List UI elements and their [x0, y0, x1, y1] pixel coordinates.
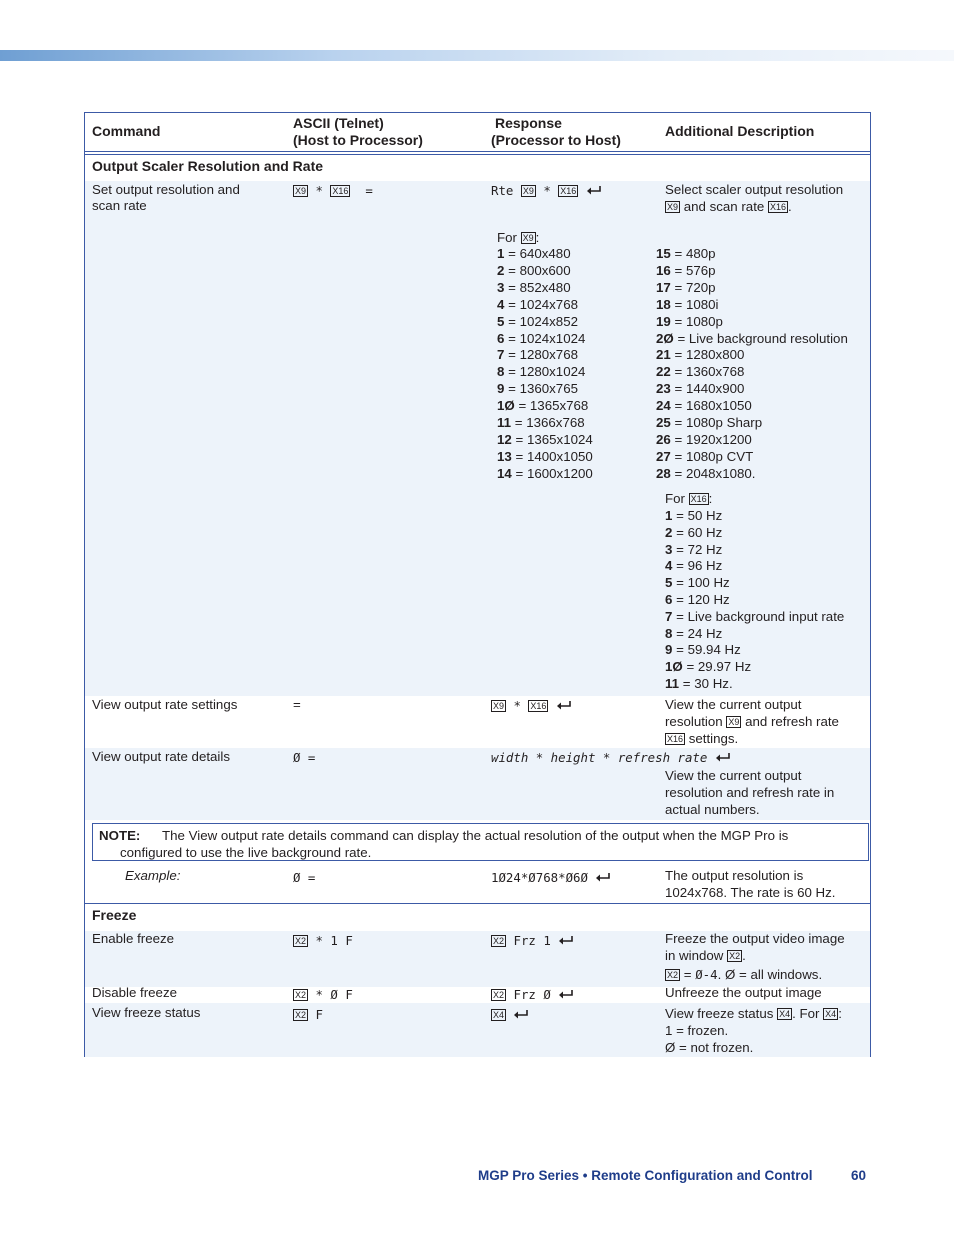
list-item	[497, 346, 578, 363]
section-title-freeze: Freeze	[92, 907, 137, 923]
enable-freeze-command: Enable freeze	[92, 931, 175, 946]
var-x16: X16	[667, 734, 684, 744]
list-item-number: 6	[497, 330, 505, 346]
list-item-value: = 29.97 Hz	[686, 659, 752, 675]
list-item-number: 4	[497, 296, 505, 312]
colon: :	[535, 230, 540, 245]
rte-word: Rte	[491, 183, 514, 198]
desc-period: .	[788, 199, 792, 214]
view-rate-details-desc-3: actual numbers.	[665, 802, 760, 817]
enable-freeze-ascii	[293, 932, 353, 949]
list-item	[665, 507, 722, 524]
list-item-number: 5	[497, 313, 505, 329]
list-item-value: = 1680x1050	[674, 398, 752, 414]
list-item-value: = 1440x900	[674, 381, 745, 397]
var-x9: X9	[667, 202, 679, 212]
enable-freeze-desc: Freeze the output video image	[665, 931, 845, 946]
ascii-text: * Ø F	[315, 987, 353, 1002]
enable-freeze-desc-3	[665, 966, 822, 983]
list-item	[656, 397, 752, 414]
list-item-number: 2	[497, 262, 505, 278]
var-x9: X9	[493, 701, 505, 711]
list-item-number: 22	[656, 364, 671, 380]
desc-text: . Ø = all windows.	[717, 967, 823, 982]
freeze-status-command: View freeze status	[92, 1005, 201, 1020]
list-item	[656, 279, 716, 296]
list-item-number: 23	[656, 381, 671, 397]
for-x16-label	[665, 490, 712, 507]
view-rate-details-desc-2: resolution and refresh rate in	[665, 785, 835, 800]
view-rate-details-desc: View the current output	[665, 768, 802, 783]
list-item	[656, 346, 744, 363]
return-arrow-icon	[715, 752, 731, 763]
list-item-number: 3	[665, 541, 673, 557]
list-item-number: 2Ø	[656, 330, 674, 346]
freeze-status-desc-3: Ø = not frozen.	[665, 1040, 754, 1055]
list-item	[497, 431, 593, 448]
list-item	[497, 397, 588, 414]
list-item-value: = 852x480	[508, 279, 571, 295]
list-item-value: = 120 Hz	[676, 592, 730, 607]
var-x9: X9	[728, 717, 740, 727]
disable-freeze-response	[491, 986, 574, 1003]
list-item-value: = 1600x1200	[515, 465, 593, 481]
var-x16: X16	[560, 186, 577, 196]
list-item-value: = 1920x1200	[674, 431, 752, 447]
list-item-value: = 1360x768	[674, 364, 745, 380]
list-item-number: 1	[497, 246, 505, 261]
list-item-number: 4	[665, 558, 673, 574]
response-text: Frz Ø	[513, 987, 551, 1002]
list-item-value: = 72 Hz	[676, 541, 723, 557]
list-item	[656, 448, 753, 465]
view-rate-settings-command: View output rate settings	[92, 697, 238, 712]
list-item-number: 6	[665, 592, 673, 607]
return-arrow-icon	[595, 872, 611, 883]
desc-text: and scan rate	[683, 199, 765, 214]
var-x9: X9	[522, 186, 534, 196]
list-item-value: = 96 Hz	[676, 558, 723, 574]
var-x2: X2	[667, 970, 679, 980]
list-item-number: 11	[497, 415, 512, 430]
list-item-value: = 30 Hz.	[682, 676, 733, 691]
view-rate-settings-response	[491, 697, 572, 714]
section-title-scaler: Output Scaler Resolution and Rate	[92, 158, 324, 174]
list-item-number: 1Ø	[497, 398, 515, 414]
enable-freeze-response	[491, 932, 574, 949]
list-item	[497, 245, 571, 262]
var-x9: X9	[522, 233, 534, 243]
list-item	[665, 608, 844, 625]
list-item-number: 19	[656, 313, 671, 329]
var-x4: X4	[779, 1009, 791, 1019]
response-text: 1Ø24*Ø768*Ø6Ø	[491, 870, 588, 885]
equals: =	[683, 967, 692, 982]
list-item-value: = 800x600	[508, 262, 571, 278]
response-text: Frz 1	[513, 933, 551, 948]
list-item	[656, 363, 744, 380]
for-x9-label	[497, 229, 539, 246]
list-item-value: = 1080p Sharp	[674, 415, 763, 430]
list-item-number: 11	[665, 676, 680, 691]
note-text-2: configured to use the live background rate.	[120, 845, 372, 860]
list-item-number: 9	[497, 381, 505, 397]
star: *	[513, 698, 521, 713]
list-item	[497, 279, 571, 296]
list-item-number: 1	[665, 508, 673, 523]
list-item	[497, 296, 578, 313]
footer-title: MGP Pro Series • Remote Configuration and Control	[478, 1168, 813, 1183]
desc-text: and refresh rate	[745, 714, 839, 729]
freeze-status-desc-2: 1 = frozen.	[665, 1023, 729, 1038]
star: *	[543, 183, 551, 198]
list-item	[665, 541, 722, 558]
for-word: For	[497, 230, 517, 245]
list-item	[656, 414, 762, 431]
list-item-number: 7	[497, 347, 505, 363]
col-ascii-header-sub: (Host to Processor)	[293, 132, 423, 148]
view-rate-details-command: View output rate details	[92, 749, 230, 764]
list-item	[665, 625, 722, 642]
list-item-value: = 59.94 Hz	[676, 642, 741, 658]
list-item-value: = 1280x800	[674, 347, 745, 363]
list-item	[656, 296, 719, 313]
list-item	[497, 465, 593, 482]
command-table	[84, 112, 871, 1057]
list-item-number: 28	[656, 465, 671, 481]
freeze-status-response	[491, 1006, 529, 1023]
view-rate-settings-desc-2	[665, 713, 839, 730]
return-arrow-icon	[586, 185, 602, 196]
var-x4: X4	[825, 1009, 837, 1019]
list-item-number: 9	[665, 642, 673, 658]
colon: :	[708, 491, 713, 506]
view-rate-settings-desc: View the current output	[665, 697, 802, 712]
set-resolution-desc: Select scaler output resolution	[665, 182, 844, 197]
col-ascii-header: ASCII (Telnet)	[293, 115, 384, 131]
list-item-value: = 1024x768	[508, 296, 578, 312]
list-item-number: 8	[665, 625, 673, 641]
var-x2: X2	[295, 990, 307, 1000]
list-item	[665, 574, 730, 591]
list-item	[497, 330, 585, 347]
list-item-value: = 1360x765	[508, 381, 578, 397]
example-ascii: Ø =	[293, 870, 316, 885]
var-x4: X4	[493, 1010, 505, 1020]
return-arrow-icon	[556, 700, 572, 711]
var-x2: X2	[493, 936, 505, 946]
list-item-value: = 1024x852	[508, 313, 578, 329]
desc-period: .	[742, 948, 746, 963]
list-item-value: = 1024x1024	[508, 330, 586, 346]
list-item-value: = 640x480	[508, 246, 571, 261]
list-item-number: 16	[656, 262, 671, 278]
list-item	[497, 363, 585, 380]
list-item-number: 21	[656, 347, 671, 363]
set-resolution-desc-2	[665, 198, 792, 215]
list-item	[656, 380, 744, 397]
list-item	[665, 641, 741, 658]
var-x2: X2	[729, 951, 741, 961]
for-word: For	[665, 491, 685, 506]
ascii-text: F	[315, 1007, 323, 1022]
list-item-value: = 1280x1024	[508, 364, 586, 380]
col-response-header-sub: (Processor to Host)	[491, 132, 621, 148]
var-x16: X16	[770, 202, 787, 212]
ascii-text: * 1 F	[315, 933, 353, 948]
list-item-value: = 1080i	[674, 296, 719, 312]
list-item-number: 26	[656, 431, 671, 447]
disable-freeze-desc: Unfreeze the output image	[665, 985, 822, 1000]
note-label: NOTE:	[99, 828, 141, 843]
list-item	[665, 591, 730, 608]
var-x2: X2	[295, 1010, 307, 1020]
desc-text: resolution	[665, 714, 723, 729]
list-item	[656, 245, 716, 262]
desc-text: . For	[792, 1006, 820, 1021]
list-item-number: 25	[656, 415, 671, 430]
list-item-value: = 1080p CVT	[674, 448, 754, 464]
return-arrow-icon	[558, 935, 574, 946]
example-response	[491, 869, 611, 886]
list-item-value: = 1366x768	[514, 415, 585, 430]
list-item	[656, 465, 755, 482]
list-item-value: = 480p	[674, 246, 716, 261]
view-rate-details-ascii: Ø =	[293, 750, 316, 765]
list-item	[665, 557, 722, 574]
list-item	[665, 524, 722, 541]
desc-text: in window	[665, 948, 724, 963]
example-label: Example:	[125, 868, 181, 883]
list-item-number: 7	[665, 608, 673, 624]
list-item	[656, 330, 848, 347]
list-item-number: 5	[665, 575, 673, 591]
set-resolution-ascii	[293, 182, 373, 199]
list-item-number: 3	[497, 279, 505, 295]
set-resolution-command: Set output resolution and	[92, 182, 240, 197]
disable-freeze-command: Disable freeze	[92, 985, 177, 1000]
set-resolution-response	[491, 182, 602, 199]
list-item-number: 17	[656, 279, 671, 295]
list-item-value: = 1280x768	[508, 347, 578, 363]
list-item	[656, 313, 723, 330]
note-text: The View output rate details command can display the actual resolution of the output when the MGP Pro is	[162, 828, 789, 843]
list-item-value: = Live background input rate	[676, 608, 845, 624]
desc-text: View freeze status	[665, 1006, 774, 1021]
equals: =	[365, 183, 373, 198]
example-desc: The output resolution is	[665, 868, 804, 883]
colon: :	[838, 1006, 842, 1021]
list-item-number: 12	[497, 431, 512, 447]
list-item	[665, 675, 733, 692]
list-item	[656, 431, 752, 448]
star: *	[315, 183, 323, 198]
var-x2: X2	[493, 990, 505, 1000]
list-item-number: 13	[497, 448, 512, 464]
freeze-status-ascii	[293, 1006, 323, 1023]
list-item-number: 24	[656, 398, 671, 414]
list-item-number: 8	[497, 364, 505, 380]
section-rule	[85, 903, 870, 904]
view-rate-details-response	[491, 749, 731, 766]
list-item-value: = 720p	[674, 279, 716, 295]
response-text: width * height * refresh rate	[491, 750, 708, 765]
list-item-number: 18	[656, 296, 671, 312]
list-item	[656, 262, 716, 279]
list-item	[665, 658, 751, 675]
list-item-value: = 1365x1024	[515, 431, 593, 447]
list-item-value: = 100 Hz	[676, 575, 730, 591]
list-item-number: 15	[656, 246, 671, 261]
desc-text: settings.	[688, 731, 739, 746]
col-command-header: Command	[92, 123, 161, 139]
list-item-value: = 576p	[674, 262, 716, 278]
page-number: 60	[851, 1168, 867, 1183]
list-item-value: = 1365x768	[518, 398, 589, 414]
list-item-value: = 1080p	[674, 313, 723, 329]
list-item-number: 14	[497, 465, 512, 481]
list-item-value: = 24 Hz	[676, 625, 723, 641]
note-box	[92, 823, 869, 861]
col-description-header: Additional Description	[665, 123, 815, 139]
return-arrow-icon	[558, 989, 574, 1000]
freeze-status-desc	[665, 1005, 842, 1022]
list-item	[497, 414, 585, 431]
header-rule	[85, 151, 870, 152]
example-desc-2: 1024x768. The rate is 60 Hz.	[665, 885, 836, 900]
set-resolution-command-2: scan rate	[92, 198, 147, 213]
disable-freeze-ascii	[293, 986, 353, 1003]
col-response-header: Response	[495, 115, 562, 131]
var-x16: X16	[690, 494, 707, 504]
list-item	[497, 262, 571, 279]
list-item-number: 27	[656, 448, 671, 464]
view-rate-settings-desc-3	[665, 730, 738, 747]
list-item	[497, 313, 578, 330]
list-item	[497, 380, 578, 397]
list-item-value: = Live background resolution	[677, 330, 848, 346]
var-x9: X9	[295, 186, 307, 196]
list-item-value: = 60 Hz	[676, 524, 723, 540]
list-item-value: = 2048x1080.	[674, 465, 756, 481]
var-x16: X16	[530, 701, 547, 711]
header-rule-2	[85, 154, 870, 155]
list-item	[497, 448, 593, 465]
enable-freeze-desc-2	[665, 947, 746, 964]
var-x16: X16	[332, 186, 349, 196]
list-item-value: = 50 Hz	[676, 508, 723, 523]
return-arrow-icon	[513, 1009, 529, 1020]
list-item-value: = 1400x1050	[515, 448, 593, 464]
list-item-number: 2	[665, 524, 673, 540]
var-x2: X2	[295, 936, 307, 946]
top-gradient-bar	[0, 50, 954, 61]
list-item-number: 1Ø	[665, 659, 683, 675]
range-text: Ø-4	[695, 967, 718, 982]
view-rate-settings-ascii: =	[293, 697, 301, 712]
